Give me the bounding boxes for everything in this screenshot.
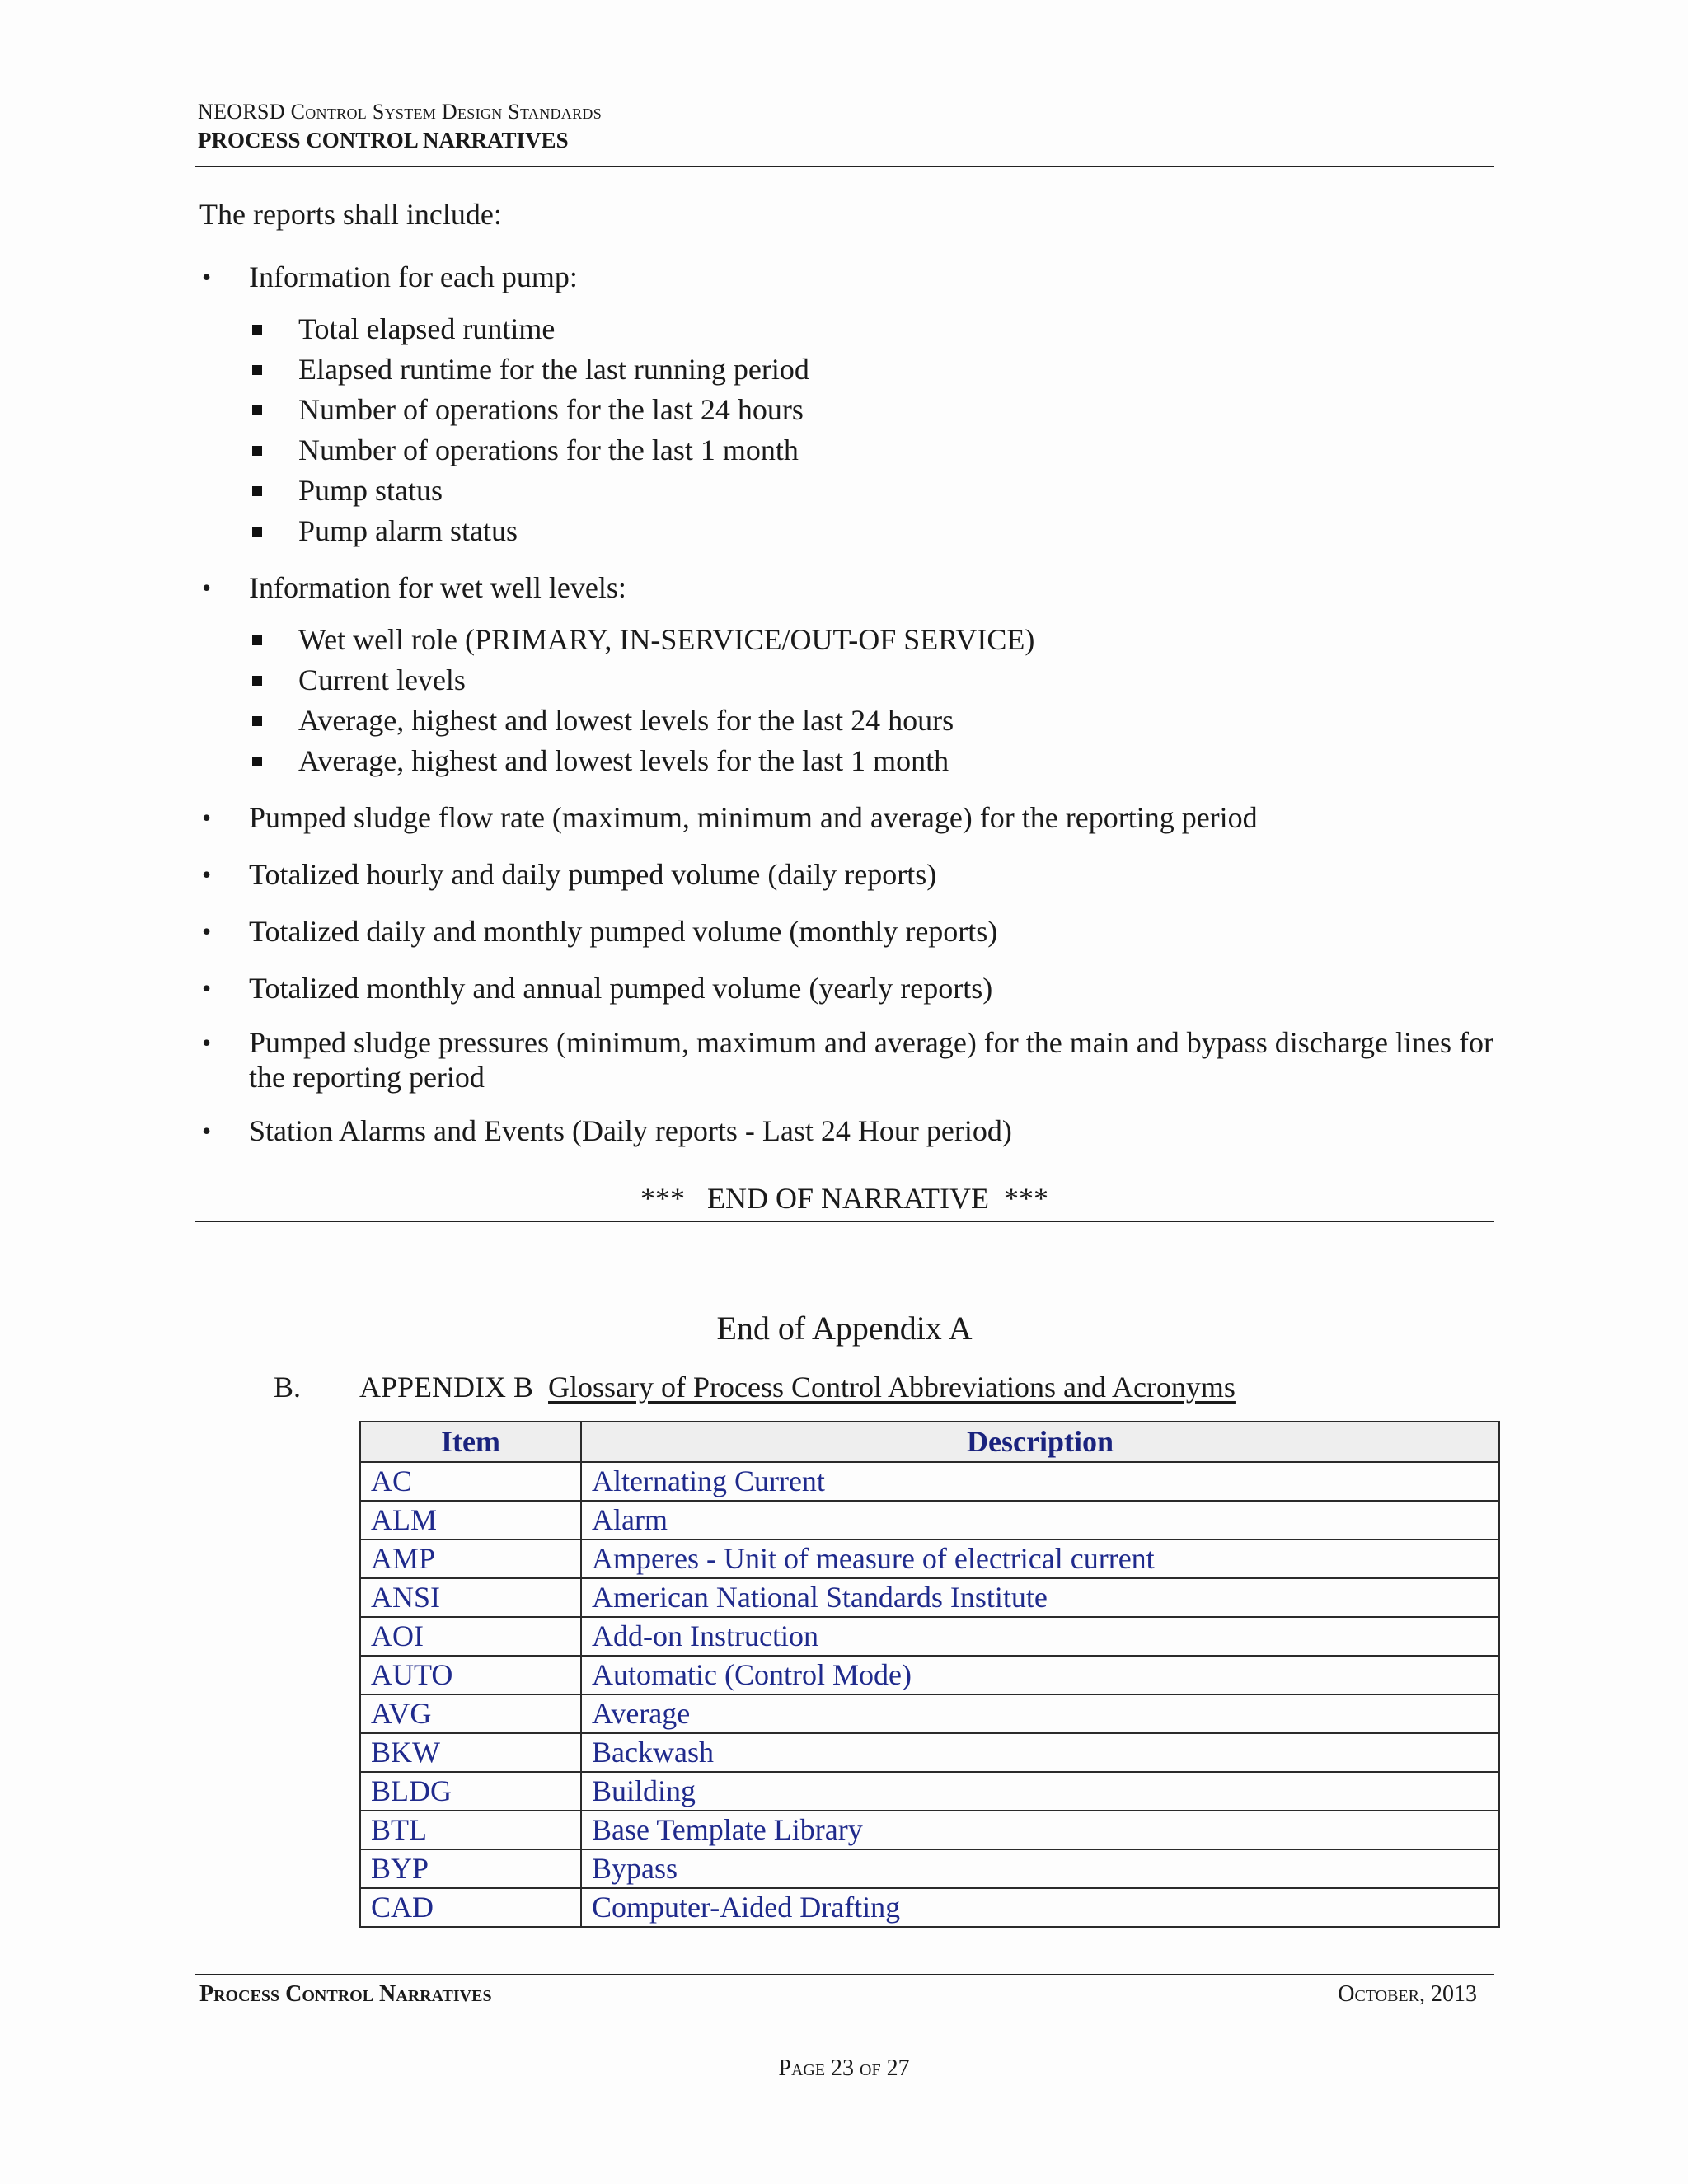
list-item: • Information for wet well levels: <box>198 568 1500 608</box>
sub-list <box>198 309 1500 551</box>
appendix-b-title: Glossary of Process Control Abbreviations and Acronyms <box>548 1371 1236 1404</box>
list-item: • Totalized hourly and daily pumped volume (daily reports) <box>198 855 1500 895</box>
table-row <box>360 1772 1499 1811</box>
footer-rule <box>195 1974 1494 1975</box>
square-bullet-icon <box>252 635 262 645</box>
end-of-appendix-a: End of Appendix A <box>716 1310 973 1347</box>
list-item: • Pumped sludge flow rate (maximum, minimum and average) for the reporting period <box>198 798 1500 838</box>
description-cell: Bypass <box>581 1849 1499 1888</box>
table-row <box>360 1462 1499 1501</box>
table-row <box>360 1540 1499 1578</box>
footer-date: October, 2013 <box>1338 1981 1477 2007</box>
header-doc-title: NEORSD Control System Design Standards <box>198 100 603 124</box>
table-row <box>360 1501 1499 1540</box>
end-of-narrative: *** END OF NARRATIVE *** <box>640 1182 1048 1215</box>
item-cell: CAD <box>360 1888 581 1927</box>
item-cell: BYP <box>360 1849 581 1888</box>
footer-section-title: Process Control Narratives <box>199 1981 492 2007</box>
intro-text: The reports shall include: <box>199 198 502 231</box>
description-cell: Amperes - Unit of measure of electrical current <box>581 1540 1499 1578</box>
description-cell: American National Standards Institute <box>581 1578 1499 1617</box>
sub-list-item: Average, highest and lowest levels for the last 24 hours <box>198 701 1500 741</box>
item-cell: BKW <box>360 1733 581 1772</box>
header-rule <box>195 166 1494 167</box>
square-bullet-icon <box>252 716 262 726</box>
list-item: • Totalized monthly and annual pumped volume (yearly reports) <box>198 968 1500 1009</box>
report-bullet-list <box>198 257 1500 1151</box>
page-header <box>198 99 1494 155</box>
sub-list-item: Current levels <box>198 660 1500 701</box>
bullet-icon: • <box>202 803 212 832</box>
description-cell: Average <box>581 1694 1499 1733</box>
item-cell: BTL <box>360 1811 581 1849</box>
square-bullet-icon <box>252 486 262 496</box>
list-item: • Pumped sludge pressures (minimum, maximum and average) for the main and bypass discharge lines for the reporting period <box>202 1026 1493 1094</box>
sub-list-item: Pump status <box>198 471 1500 511</box>
list-item: • Information for each pump: <box>198 257 1500 298</box>
column-header-description: Description <box>581 1422 1499 1462</box>
table-row <box>360 1733 1499 1772</box>
description-cell: Base Template Library <box>581 1811 1499 1849</box>
table-row <box>360 1811 1499 1849</box>
list-item: • Station Alarms and Events (Daily reports - Last 24 Hour period) <box>198 1111 1500 1151</box>
glossary-table <box>359 1421 1500 1928</box>
table-row <box>360 1578 1499 1617</box>
square-bullet-icon <box>252 365 262 375</box>
bullet-icon: • <box>202 973 212 1003</box>
item-cell: AVG <box>360 1694 581 1733</box>
sub-list-item: Number of operations for the last 24 hours <box>198 390 1500 430</box>
appendix-b-label: APPENDIX B <box>359 1371 534 1404</box>
table-row <box>360 1888 1499 1927</box>
square-bullet-icon <box>252 527 262 537</box>
description-cell: Building <box>581 1772 1499 1811</box>
square-bullet-icon <box>252 325 262 335</box>
table-row <box>360 1656 1499 1694</box>
table-header-row <box>360 1422 1499 1462</box>
appendix-b-number: B. <box>274 1371 302 1404</box>
sub-list-item: Wet well role (PRIMARY, IN-SERVICE/OUT-OF SERVICE) <box>198 620 1500 660</box>
bullet-icon: • <box>202 916 212 946</box>
appendix-b-heading <box>274 1370 1236 1404</box>
column-header-item: Item <box>360 1422 581 1462</box>
description-cell: Add-on Instruction <box>581 1617 1499 1656</box>
bullet-icon: • <box>202 1028 212 1057</box>
item-cell: BLDG <box>360 1772 581 1811</box>
description-cell: Alarm <box>581 1501 1499 1540</box>
table-row <box>360 1617 1499 1656</box>
bullet-icon: • <box>202 1116 212 1146</box>
page-number: Page 23 of 27 <box>778 2055 910 2081</box>
item-cell: ALM <box>360 1501 581 1540</box>
item-cell: AUTO <box>360 1656 581 1694</box>
description-cell: Automatic (Control Mode) <box>581 1656 1499 1694</box>
square-bullet-icon <box>252 676 262 686</box>
description-cell: Backwash <box>581 1733 1499 1772</box>
item-cell: AC <box>360 1462 581 1501</box>
square-bullet-icon <box>252 446 262 456</box>
table-row <box>360 1849 1499 1888</box>
sub-list <box>198 620 1500 781</box>
sub-list-item: Average, highest and lowest levels for the last 1 month <box>198 741 1500 781</box>
narrative-end-rule <box>195 1221 1494 1222</box>
item-cell: AOI <box>360 1617 581 1656</box>
sub-list-item: Elapsed runtime for the last running period <box>198 349 1500 390</box>
list-item: • Totalized daily and monthly pumped volume (monthly reports) <box>198 912 1500 952</box>
item-cell: ANSI <box>360 1578 581 1617</box>
bullet-icon: • <box>202 860 212 889</box>
header-section-title: PROCESS CONTROL NARRATIVES <box>198 128 569 152</box>
sub-list-item: Number of operations for the last 1 month <box>198 430 1500 471</box>
square-bullet-icon <box>252 757 262 766</box>
bullet-icon: • <box>202 262 212 292</box>
square-bullet-icon <box>252 405 262 415</box>
description-cell: Alternating Current <box>581 1462 1499 1501</box>
bullet-icon: • <box>202 573 212 602</box>
sub-list-item: Total elapsed runtime <box>198 309 1500 349</box>
table-row <box>360 1694 1499 1733</box>
item-cell: AMP <box>360 1540 581 1578</box>
description-cell: Computer-Aided Drafting <box>581 1888 1499 1927</box>
sub-list-item: Pump alarm status <box>198 511 1500 551</box>
